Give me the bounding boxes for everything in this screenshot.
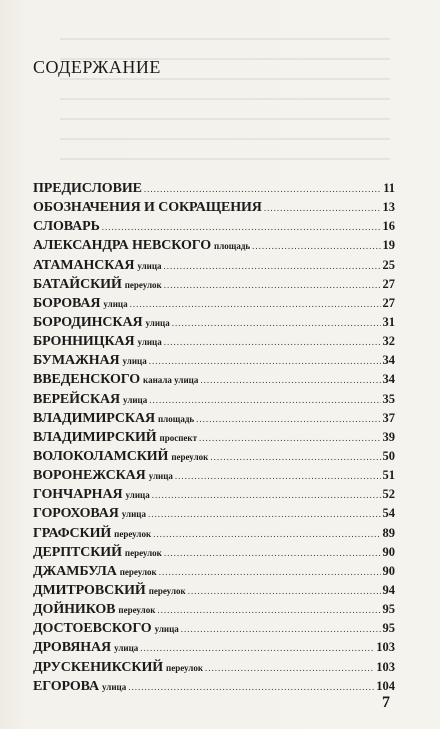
toc-entry [33, 351, 395, 370]
toc-entry-page: 104 [376, 678, 395, 693]
toc-entry-type: переулок [171, 451, 209, 462]
toc-leader-dots [102, 218, 381, 237]
toc-entry-name: ВОРОНЕЖСКАЯ [33, 468, 146, 484]
toc-entry-page: 94 [382, 582, 395, 597]
toc-leader-dots [128, 678, 374, 697]
toc-leader-dots [210, 448, 380, 467]
toc-entry-page: 34 [382, 353, 395, 368]
toc-entry-name: ДОСТОЕВСКОГО [33, 621, 152, 637]
toc-entry-name: ДЕРПТСКИЙ [33, 544, 122, 560]
toc-entry [33, 485, 395, 504]
toc-entry-type: улица [114, 643, 139, 654]
toc-leader-dots [181, 620, 381, 639]
toc-entry-name: ДОЙНИКОВ [33, 602, 116, 618]
toc-leader-dots [164, 544, 381, 563]
toc-entry [33, 179, 395, 198]
toc-entry-type: улица [121, 509, 146, 520]
toc-entry [33, 275, 395, 294]
toc-entry-type: улица [125, 490, 150, 501]
toc-entry [33, 677, 395, 696]
toc-entry-page: 54 [382, 506, 395, 521]
toc-entry-type: улица [154, 624, 179, 635]
toc-entry [33, 294, 395, 313]
toc-entry-page: 52 [382, 487, 395, 502]
toc-entry-page: 103 [376, 640, 395, 655]
toc-entry-type: улица [148, 471, 173, 482]
toc-entry-name: ДРОВЯНАЯ [33, 640, 112, 656]
toc-entry-type: переулок [114, 528, 152, 539]
toc-entry [33, 524, 395, 543]
toc-entry [33, 313, 395, 332]
toc-entry [33, 658, 395, 677]
toc-entry [33, 581, 395, 600]
toc-entry-page: 25 [382, 257, 395, 272]
toc-entry-page: 39 [382, 429, 395, 444]
toc-entry-page: 31 [382, 314, 395, 329]
toc-entry-name: БОРОДИНСКАЯ [33, 314, 143, 330]
toc-leader-dots [196, 410, 380, 429]
toc-entry [33, 256, 395, 275]
show-through-texture [60, 20, 390, 160]
toc-entry-page: 89 [382, 525, 395, 540]
page-title: СОДЕРЖАНИЕ [33, 57, 161, 78]
toc-entry-page: 90 [382, 563, 395, 578]
toc-entry-type: улица [122, 356, 147, 367]
toc-leader-dots [153, 525, 380, 544]
page-number: 7 [382, 694, 390, 711]
toc-leader-dots [149, 391, 380, 410]
toc-leader-dots [264, 199, 381, 218]
toc-entry-name: БУМАЖНАЯ [33, 353, 120, 369]
toc-entry-name: ГОРОХОВАЯ [33, 506, 119, 522]
toc-leader-dots [164, 333, 381, 352]
toc-entry-name: БРОННИЦКАЯ [33, 334, 135, 350]
toc-entry [33, 236, 395, 255]
toc-leader-dots [205, 659, 374, 678]
toc-entry-type: канала улица [143, 375, 199, 386]
toc-entry [33, 217, 395, 236]
toc-entry [33, 466, 395, 485]
toc-leader-dots [149, 352, 381, 371]
toc-entry-type: улица [103, 298, 128, 309]
toc-entry-type: переулок [124, 279, 162, 290]
toc-entry-name: ДМИТРОВСКИЙ [33, 582, 146, 598]
toc-entry-type: улица [123, 394, 148, 405]
toc-entry-page: 51 [382, 468, 395, 483]
toc-entry-name: ПРЕДИСЛОВИЕ [33, 181, 142, 196]
toc-entry-name: ЕГОРОВА [33, 678, 100, 694]
toc-entry-page: 50 [382, 448, 395, 463]
toc-entry-name: ВЛАДИМИРСКИЙ [33, 429, 157, 445]
toc-entry [33, 428, 395, 447]
toc-leader-dots [200, 371, 380, 390]
toc-entry-name: ВВЕДЕНСКОГО [33, 372, 141, 388]
toc-entry-type: улица [145, 317, 170, 328]
toc-entry-name: ДЖАМБУЛА [33, 563, 117, 579]
toc-entry-page: 35 [382, 391, 395, 406]
toc-entry-name: БАТАЙСКИЙ [33, 276, 122, 292]
toc-entry [33, 198, 395, 217]
toc-entry-type: площадь [214, 241, 251, 252]
toc-entry-type: переулок [118, 605, 156, 616]
toc-entry-page: 103 [376, 659, 395, 674]
toc-entry-type: переулок [166, 662, 204, 673]
toc-entry-page: 27 [382, 276, 395, 291]
toc-entry-page: 95 [382, 602, 395, 617]
toc-entry-name: БОРОВАЯ [33, 295, 101, 311]
toc-entry-name: АЛЕКСАНДРА НЕВСКОГО [33, 238, 212, 254]
toc-entry-type: площадь [157, 413, 195, 424]
toc-entry-page: 32 [382, 334, 395, 349]
toc-entry-page: 90 [382, 544, 395, 559]
toc-leader-dots [159, 563, 381, 582]
toc-entry-name: ОБОЗНАЧЕНИЯ И СОКРАЩЕНИЯ [33, 200, 262, 216]
toc-entry-type: улица [137, 337, 162, 348]
toc-entry-page: 27 [382, 295, 395, 310]
toc-leader-dots [152, 486, 381, 505]
toc-entry-name: ДРУСКЕНИКСКИЙ [33, 659, 164, 675]
toc-leader-dots [140, 639, 374, 658]
toc-leader-dots [157, 601, 380, 620]
toc-leader-dots [172, 314, 381, 333]
toc-entry-page: 11 [383, 181, 395, 195]
toc-entry-name: ВЛАДИМИРСКАЯ [33, 410, 155, 426]
table-of-contents [33, 179, 395, 696]
toc-entry-name: ГОНЧАРНАЯ [33, 487, 123, 503]
toc-entry [33, 504, 395, 523]
toc-leader-dots [148, 505, 381, 524]
toc-entry-name: ГРАФСКИЙ [33, 525, 112, 541]
toc-entry-page: 34 [382, 372, 395, 387]
toc-entry [33, 562, 395, 581]
toc-entry-name: ВЕРЕЙСКАЯ [33, 391, 121, 407]
toc-entry-page: 19 [382, 238, 395, 253]
toc-leader-dots [130, 295, 381, 314]
toc-leader-dots [164, 257, 381, 276]
toc-entry [33, 409, 395, 428]
toc-leader-dots [199, 429, 380, 448]
toc-entry [33, 600, 395, 619]
toc-entry [33, 390, 395, 409]
toc-leader-dots [144, 180, 381, 199]
toc-entry [33, 332, 395, 351]
toc-entry-name: ВОЛОКОЛАМСКИЙ [33, 448, 169, 464]
toc-leader-dots [188, 582, 381, 601]
toc-entry-type: переулок [148, 585, 186, 596]
toc-entry-type: переулок [124, 547, 162, 558]
toc-entry-page: 16 [382, 219, 395, 234]
toc-entry-type: улица [102, 681, 127, 692]
toc-entry-page: 95 [382, 621, 395, 636]
toc-entry [33, 638, 395, 657]
toc-entry-type: проспект [159, 432, 198, 443]
toc-entry-name: СЛОВАРЬ [33, 219, 100, 235]
toc-leader-dots [175, 467, 381, 486]
toc-entry-page: 37 [382, 410, 395, 425]
toc-entry-type: улица [137, 260, 162, 271]
toc-entry-page: 13 [382, 200, 395, 215]
toc-entry [33, 619, 395, 638]
toc-entry [33, 543, 395, 562]
toc-entry-name: АТАМАНСКАЯ [33, 257, 135, 273]
toc-leader-dots [252, 237, 380, 256]
toc-entry [33, 447, 395, 466]
toc-entry-type: переулок [119, 566, 157, 577]
toc-leader-dots [164, 276, 381, 295]
toc-entry [33, 370, 395, 389]
